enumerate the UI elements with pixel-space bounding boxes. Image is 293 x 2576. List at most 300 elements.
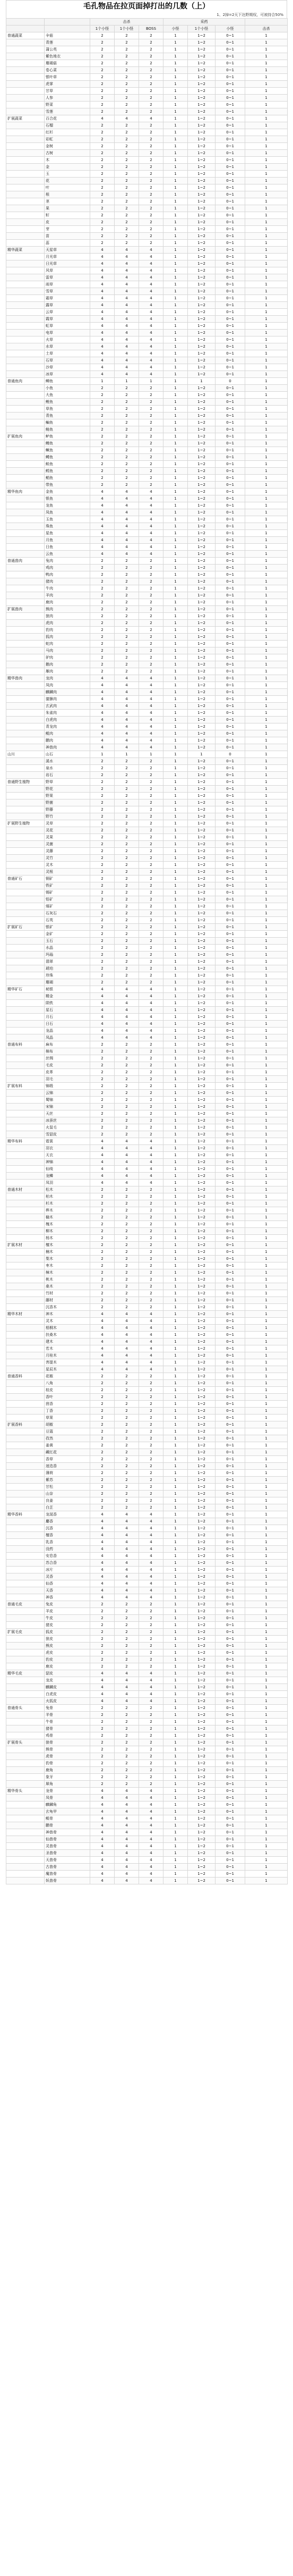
value-cell: 4 [139, 537, 163, 544]
value-cell: 2 [139, 1076, 163, 1083]
value-cell: 4 [90, 1159, 115, 1166]
value-cell: 4 [90, 689, 115, 696]
value-cell: 1~2 [188, 668, 216, 675]
value-cell: 4 [90, 1338, 115, 1345]
value-cell: 2 [115, 1214, 139, 1221]
value-cell: 2 [90, 571, 115, 578]
value-cell: 1 [245, 931, 288, 938]
item-name-cell: 没药 [45, 1546, 90, 1553]
value-cell: 0~1 [216, 1532, 245, 1539]
value-cell: 0~1 [216, 1567, 245, 1573]
value-cell: 2 [90, 1297, 115, 1304]
value-cell: 1 [245, 406, 288, 413]
table-row [6, 1878, 288, 1884]
value-cell: 1 [245, 1491, 288, 1497]
value-cell: 4 [115, 703, 139, 710]
value-cell: 1 [245, 1643, 288, 1649]
value-cell: 1 [245, 1124, 288, 1131]
value-cell: 2 [139, 399, 163, 406]
category-cell [6, 67, 45, 74]
value-cell: 2 [90, 454, 115, 461]
value-cell: 2 [115, 1069, 139, 1076]
value-cell: 1 [245, 1332, 288, 1338]
value-cell: 4 [90, 1801, 115, 1808]
value-cell: 1 [245, 1753, 288, 1760]
value-cell: 2 [139, 171, 163, 178]
value-cell: 4 [139, 1511, 163, 1518]
value-cell: 2 [115, 39, 139, 46]
table-row [6, 1276, 288, 1283]
value-cell: 2 [115, 1705, 139, 1712]
value-cell: 2 [139, 1608, 163, 1615]
table-row [6, 1055, 288, 1062]
item-name-cell: 灵藤 [45, 848, 90, 855]
category-cell [6, 613, 45, 620]
value-cell: 2 [115, 606, 139, 613]
category-cell [6, 316, 45, 323]
value-cell: 2 [139, 1781, 163, 1788]
value-cell: 4 [115, 1801, 139, 1808]
value-cell: 4 [139, 115, 163, 122]
category-cell [6, 178, 45, 184]
value-cell: 4 [139, 1878, 163, 1884]
value-cell: 2 [90, 1380, 115, 1387]
table-row [6, 495, 288, 502]
value-cell: 1~2 [188, 1857, 216, 1864]
value-cell: 2 [139, 558, 163, 565]
value-cell: 2 [115, 1435, 139, 1442]
item-name-cell: 霓裳 [45, 1138, 90, 1145]
table-row [6, 544, 288, 551]
value-cell: 1~2 [188, 1269, 216, 1276]
value-cell: 1~2 [188, 136, 216, 143]
value-cell: 1 [245, 46, 288, 53]
value-cell: 4 [90, 744, 115, 751]
value-cell: 0~1 [216, 1573, 245, 1580]
value-cell: 2 [90, 385, 115, 392]
category-cell [6, 862, 45, 869]
value-cell: 2 [115, 219, 139, 226]
value-cell: 2 [90, 226, 115, 233]
table-row [6, 1235, 288, 1242]
value-cell: 1~2 [188, 689, 216, 696]
value-cell: 1 [245, 1850, 288, 1857]
value-cell: 1 [245, 1283, 288, 1290]
category-cell: 精华木材 [6, 1311, 45, 1318]
table-row [6, 1705, 288, 1712]
table-row [6, 191, 288, 198]
value-cell: 4 [139, 330, 163, 336]
value-cell: 1~2 [188, 827, 216, 834]
item-name-cell: 鲫鱼 [45, 378, 90, 385]
value-cell: 1~2 [188, 406, 216, 413]
table-row [6, 1622, 288, 1629]
table-row [6, 641, 288, 647]
table-row [6, 1173, 288, 1180]
value-cell: 0~1 [216, 924, 245, 931]
value-cell: 1 [163, 834, 188, 841]
value-cell: 1 [245, 1007, 288, 1014]
value-cell: 2 [90, 60, 115, 67]
value-cell: 1 [245, 1546, 288, 1553]
value-cell: 2 [90, 813, 115, 820]
value-cell: 1 [245, 1055, 288, 1062]
value-cell: 1 [163, 475, 188, 482]
value-cell: 0~1 [216, 1594, 245, 1601]
value-cell: 0~1 [216, 1083, 245, 1090]
value-cell: 1 [245, 440, 288, 447]
category-cell [6, 1145, 45, 1152]
value-cell: 4 [115, 1836, 139, 1843]
category-cell [6, 882, 45, 889]
item-name-cell: 楠木 [45, 1249, 90, 1256]
item-name-cell: 冰片 [45, 1567, 90, 1573]
value-cell: 1~2 [188, 1546, 216, 1553]
table-row [6, 1318, 288, 1325]
value-cell: 1 [245, 1739, 288, 1746]
table-row [6, 1242, 288, 1249]
value-cell: 2 [139, 81, 163, 88]
value-cell: 1 [163, 419, 188, 426]
value-cell: 4 [115, 1871, 139, 1878]
item-name-cell: 彩虹 [45, 136, 90, 143]
table-row [6, 1000, 288, 1007]
value-cell: 1 [245, 489, 288, 495]
table-row [6, 1297, 288, 1304]
item-name-cell: 灵菌 [45, 841, 90, 848]
value-cell: 4 [139, 717, 163, 723]
value-cell: 1 [245, 233, 288, 240]
value-cell: 1 [245, 1746, 288, 1753]
value-cell: 4 [90, 1836, 115, 1843]
table-row [6, 869, 288, 875]
item-name-cell: 云鱼 [45, 551, 90, 558]
value-cell: 1 [245, 1663, 288, 1670]
category-cell: 精华布料 [6, 1138, 45, 1145]
value-cell: 2 [115, 1656, 139, 1663]
value-cell: 1 [163, 171, 188, 178]
value-cell: 4 [90, 247, 115, 254]
value-cell: 1 [163, 841, 188, 848]
value-cell: 2 [115, 1629, 139, 1636]
value-cell: 1~2 [188, 1435, 216, 1442]
category-cell [6, 1850, 45, 1857]
value-cell: 1 [245, 1656, 288, 1663]
value-cell: 1~2 [188, 281, 216, 288]
value-cell: 1 [163, 1712, 188, 1719]
value-cell: 0~1 [216, 385, 245, 392]
item-name-cell: 鳟鱼 [45, 454, 90, 461]
category-cell: 普通香料 [6, 1373, 45, 1380]
value-cell: 1~2 [188, 171, 216, 178]
value-cell: 4 [90, 703, 115, 710]
value-cell: 1~2 [188, 1359, 216, 1366]
table-row [6, 1719, 288, 1725]
table-row [6, 433, 288, 440]
value-cell: 0~1 [216, 772, 245, 779]
value-cell: 0~1 [216, 1062, 245, 1069]
value-cell: 2 [139, 1221, 163, 1228]
table-row [6, 903, 288, 910]
table-row [6, 723, 288, 730]
value-cell: 2 [115, 1290, 139, 1297]
value-cell: 2 [115, 1719, 139, 1725]
category-cell [6, 164, 45, 171]
value-cell: 4 [115, 1843, 139, 1850]
value-cell: 1~2 [188, 267, 216, 274]
value-cell: 0~1 [216, 1477, 245, 1484]
category-cell [6, 1152, 45, 1159]
category-cell [6, 454, 45, 461]
value-cell: 1 [245, 1767, 288, 1774]
value-cell: 1 [163, 1808, 188, 1815]
value-cell: 2 [139, 1235, 163, 1242]
table-row [6, 295, 288, 302]
value-cell: 1 [245, 903, 288, 910]
value-cell: 1~2 [188, 143, 216, 150]
value-cell: 1 [245, 461, 288, 468]
item-name-cell: 野果 [45, 793, 90, 799]
item-name-cell: 泉水 [45, 765, 90, 772]
value-cell: 1 [245, 516, 288, 523]
value-cell: 2 [90, 143, 115, 150]
item-name-cell: 天兽骨 [45, 1857, 90, 1864]
value-cell: 1 [245, 1408, 288, 1415]
value-cell: 4 [115, 302, 139, 309]
value-cell: 1 [163, 81, 188, 88]
category-cell: 普通布料 [6, 1041, 45, 1048]
item-name-cell: 沉香 [45, 1525, 90, 1532]
value-cell: 4 [115, 530, 139, 537]
value-cell: 1 [163, 1491, 188, 1497]
category-cell [6, 1428, 45, 1435]
value-cell: 0~1 [216, 1117, 245, 1124]
value-cell: 0~1 [216, 1090, 245, 1097]
value-cell: 4 [115, 1352, 139, 1359]
value-cell: 1 [245, 1594, 288, 1601]
value-cell: 4 [139, 302, 163, 309]
item-name-cell: 苏合香 [45, 1560, 90, 1567]
value-cell: 2 [90, 482, 115, 489]
table-row [6, 1532, 288, 1539]
value-cell: 1~2 [188, 1007, 216, 1014]
category-cell [6, 793, 45, 799]
header-row-1 [6, 19, 288, 26]
value-cell: 1 [163, 1449, 188, 1456]
value-cell: 2 [90, 108, 115, 115]
item-name-cell: 龙涎香 [45, 1511, 90, 1518]
category-cell [6, 440, 45, 447]
value-cell: 2 [90, 81, 115, 88]
item-name-cell: 鳕鱼 [45, 468, 90, 475]
value-cell: 4 [115, 1159, 139, 1166]
category-cell [6, 171, 45, 178]
item-name-cell: 云锦 [45, 1090, 90, 1097]
category-cell [6, 1656, 45, 1663]
value-cell: 1 [245, 1691, 288, 1698]
value-cell: 1 [245, 171, 288, 178]
value-cell: 1 [245, 813, 288, 820]
value-cell: 0~1 [216, 882, 245, 889]
value-cell: 4 [115, 495, 139, 502]
value-cell: 4 [139, 1152, 163, 1159]
value-cell: 2 [90, 903, 115, 910]
value-cell: 2 [115, 102, 139, 108]
item-name-cell: 龙鱼 [45, 502, 90, 509]
value-cell: 1 [245, 385, 288, 392]
value-cell: 1 [245, 558, 288, 565]
value-cell: 1~2 [188, 509, 216, 516]
value-cell: 1 [90, 378, 115, 385]
value-cell: 2 [115, 1131, 139, 1138]
value-cell: 0~1 [216, 1871, 245, 1878]
value-cell: 1 [245, 1028, 288, 1034]
value-cell: 2 [90, 164, 115, 171]
value-cell: 1 [245, 820, 288, 827]
value-cell: 2 [115, 226, 139, 233]
value-cell: 1 [245, 1435, 288, 1442]
value-cell: 1 [245, 641, 288, 647]
value-cell: 1 [245, 1097, 288, 1104]
value-cell: 2 [90, 958, 115, 965]
value-cell: 1~2 [188, 1767, 216, 1774]
value-cell: 4 [115, 1366, 139, 1373]
category-cell [6, 620, 45, 627]
value-cell: 1 [163, 1643, 188, 1649]
value-cell: 2 [90, 661, 115, 668]
value-cell: 1 [245, 799, 288, 806]
value-cell: 2 [90, 558, 115, 565]
table-row [6, 924, 288, 931]
value-cell: 0~1 [216, 426, 245, 433]
item-name-cell: 狐肉 [45, 634, 90, 641]
value-cell: 2 [115, 627, 139, 634]
value-cell: 1 [245, 1345, 288, 1352]
value-cell: 2 [139, 896, 163, 903]
category-cell: 扩展木材 [6, 1242, 45, 1249]
value-cell: 1 [163, 1801, 188, 1808]
category-cell [6, 979, 45, 986]
value-cell: 1~2 [188, 371, 216, 378]
category-cell [6, 1760, 45, 1767]
value-cell: 1~2 [188, 993, 216, 1000]
value-cell: 1 [163, 869, 188, 875]
item-name-cell: 皮 [45, 219, 90, 226]
value-cell: 1 [245, 447, 288, 454]
value-cell: 2 [90, 1276, 115, 1283]
value-cell: 1 [245, 226, 288, 233]
table-row [6, 67, 288, 74]
value-cell: 2 [90, 668, 115, 675]
value-cell: 1~2 [188, 1055, 216, 1062]
value-cell: 0~1 [216, 516, 245, 523]
table-row [6, 1104, 288, 1110]
value-cell: 1 [163, 385, 188, 392]
value-cell: 1 [163, 226, 188, 233]
value-cell: 0~1 [216, 357, 245, 364]
value-cell: 0~1 [216, 1338, 245, 1345]
value-cell: 2 [115, 896, 139, 903]
table-row [6, 1131, 288, 1138]
value-cell: 1 [163, 1878, 188, 1884]
value-cell: 2 [90, 1615, 115, 1622]
value-cell: 2 [139, 1062, 163, 1069]
value-cell: 4 [139, 1180, 163, 1186]
value-cell: 2 [90, 178, 115, 184]
value-cell: 2 [115, 841, 139, 848]
value-cell: 4 [139, 371, 163, 378]
value-cell: 1 [163, 1864, 188, 1871]
table-row [6, 848, 288, 855]
value-cell: 1~2 [188, 675, 216, 682]
value-cell: 2 [90, 1636, 115, 1643]
value-cell: 1~2 [188, 1159, 216, 1166]
value-cell: 1 [245, 924, 288, 931]
value-cell: 2 [115, 1753, 139, 1760]
value-cell: 2 [139, 1110, 163, 1117]
item-name-cell: 熊肉 [45, 606, 90, 613]
value-cell: 2 [115, 903, 139, 910]
table-row [6, 150, 288, 157]
table-row [6, 1670, 288, 1677]
value-cell: 1~2 [188, 627, 216, 634]
table-row [6, 1449, 288, 1456]
table-row [6, 1739, 288, 1746]
item-name-cell: 灵草 [45, 820, 90, 827]
table-row [6, 827, 288, 834]
value-cell: 4 [115, 1829, 139, 1836]
item-name-cell: 珍珠 [45, 972, 90, 979]
item-name-cell: 鹏骨 [45, 1822, 90, 1829]
value-cell: 1~2 [188, 1387, 216, 1394]
value-cell: 4 [139, 544, 163, 551]
value-cell: 0~1 [216, 1359, 245, 1366]
table-row [6, 1663, 288, 1670]
value-cell: 1 [245, 1083, 288, 1090]
category-cell [6, 544, 45, 551]
table-row [6, 571, 288, 578]
value-cell: 1 [245, 945, 288, 952]
value-cell: 1 [245, 1636, 288, 1643]
value-cell: 4 [115, 316, 139, 323]
item-name-cell: 蜀锦 [45, 1097, 90, 1104]
table-row [6, 108, 288, 115]
value-cell: 0~1 [216, 1325, 245, 1332]
value-cell: 1 [163, 1615, 188, 1622]
value-cell: 2 [139, 1249, 163, 1256]
value-cell: 1~2 [188, 938, 216, 945]
value-cell: 0~1 [216, 578, 245, 585]
table-row [6, 1021, 288, 1028]
value-cell: 0~1 [216, 1076, 245, 1083]
table-row [6, 1504, 288, 1511]
category-cell [6, 1567, 45, 1573]
item-name-cell: 鲳鱼 [45, 475, 90, 482]
value-cell: 1 [245, 205, 288, 212]
value-cell: 4 [139, 1857, 163, 1864]
value-cell: 2 [90, 585, 115, 592]
value-cell: 1 [163, 1871, 188, 1878]
value-cell: 1 [163, 1325, 188, 1332]
value-cell: 1~2 [188, 806, 216, 813]
value-cell: 4 [139, 1345, 163, 1352]
value-cell: 1~2 [188, 102, 216, 108]
value-cell: 0~1 [216, 122, 245, 129]
table-row [6, 115, 288, 122]
table-row [6, 537, 288, 544]
value-cell: 1 [245, 1836, 288, 1843]
value-cell: 1 [163, 924, 188, 931]
